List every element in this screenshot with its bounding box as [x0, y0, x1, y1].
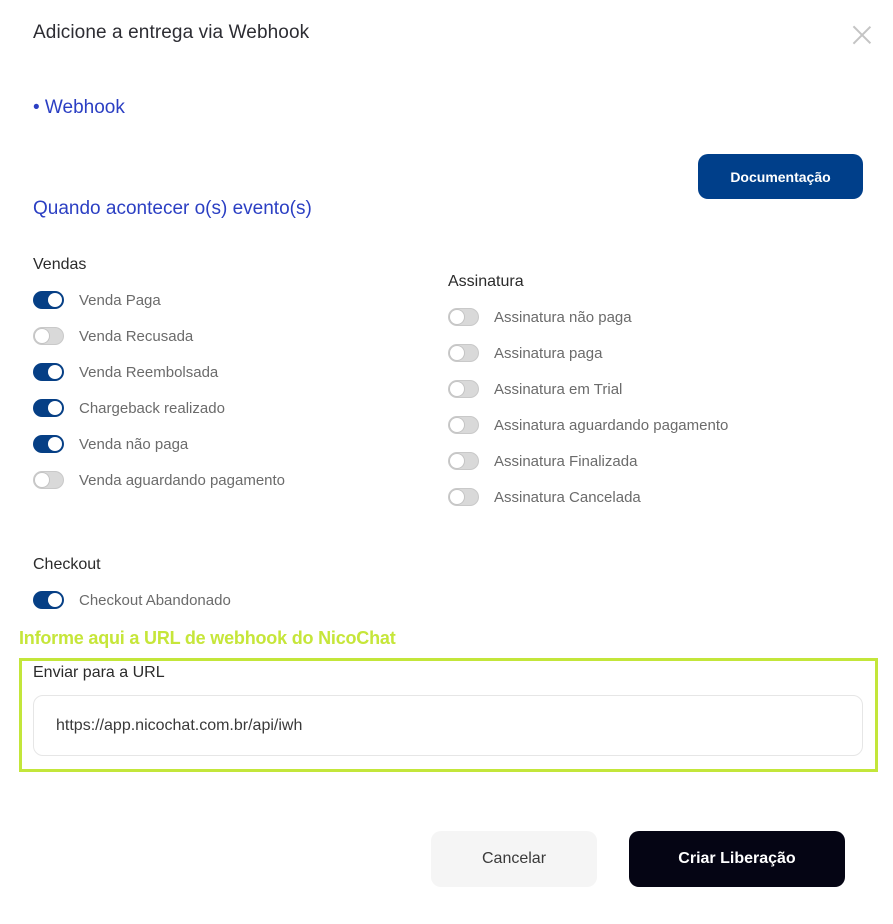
toggle-label: Assinatura paga: [494, 344, 603, 362]
url-field-label: Enviar para a URL: [33, 664, 165, 681]
dialog-title: Adicione a entrega via Webhook: [33, 22, 310, 43]
toggle-row-assinatura-trial[interactable]: [448, 378, 728, 400]
checkout-title: Checkout: [33, 556, 101, 573]
toggle-switch[interactable]: [33, 291, 64, 309]
toggle-label: Assinatura aguardando pagamento: [494, 416, 729, 434]
toggle-label: Assinatura Finalizada: [494, 452, 638, 470]
annotation-text: Informe aqui a URL de webhook do NicoChat: [19, 628, 396, 648]
cancel-button[interactable]: Cancelar: [431, 831, 597, 887]
toggle-label: Checkout Abandonado: [79, 591, 231, 609]
toggle-switch[interactable]: [33, 591, 64, 609]
checkout-list: [33, 589, 231, 611]
toggle-row-venda-nao-paga[interactable]: [33, 433, 285, 455]
toggle-row-assinatura-aguardando[interactable]: [448, 414, 728, 436]
toggle-label: Venda aguardando pagamento: [79, 471, 286, 489]
vendas-list: [33, 289, 285, 491]
tab-webhook[interactable]: • Webhook: [33, 97, 125, 118]
assinatura-title: Assinatura: [448, 273, 524, 290]
toggle-switch[interactable]: [448, 488, 479, 506]
toggle-row-assinatura-nao-paga[interactable]: [448, 306, 728, 328]
toggle-row-venda-paga[interactable]: [33, 289, 285, 311]
toggle-label: Chargeback realizado: [79, 399, 225, 417]
toggle-label: Assinatura não paga: [494, 308, 632, 326]
toggle-switch[interactable]: [33, 471, 64, 489]
toggle-switch[interactable]: [33, 363, 64, 381]
toggle-switch[interactable]: [448, 344, 479, 362]
toggle-label: Venda Paga: [79, 291, 161, 309]
events-heading: Quando acontecer o(s) evento(s): [33, 198, 312, 219]
close-icon[interactable]: [851, 24, 873, 46]
toggle-label: Venda Recusada: [79, 327, 194, 345]
toggle-row-assinatura-cancelada[interactable]: [448, 486, 728, 508]
toggle-row-assinatura-finalizada[interactable]: [448, 450, 728, 472]
toggle-label: Venda Reembolsada: [79, 363, 219, 381]
url-input[interactable]: [33, 695, 863, 756]
toggle-switch[interactable]: [33, 399, 64, 417]
documentation-button[interactable]: Documentação: [698, 154, 863, 199]
create-release-button[interactable]: Criar Liberação: [629, 831, 845, 887]
vendas-title: Vendas: [33, 256, 87, 273]
assinatura-list: [448, 306, 728, 508]
toggle-switch[interactable]: [33, 327, 64, 345]
toggle-label: Assinatura Cancelada: [494, 488, 641, 506]
toggle-switch[interactable]: [448, 416, 479, 434]
toggle-switch[interactable]: [448, 452, 479, 470]
toggle-row-checkout-abandonado[interactable]: [33, 589, 231, 611]
toggle-row-venda-aguardando[interactable]: [33, 469, 285, 491]
toggle-row-assinatura-paga[interactable]: [448, 342, 728, 364]
toggle-label: Assinatura em Trial: [494, 380, 623, 398]
toggle-row-venda-recusada[interactable]: [33, 325, 285, 347]
toggle-switch[interactable]: [33, 435, 64, 453]
toggle-switch[interactable]: [448, 380, 479, 398]
toggle-row-venda-reembolsada[interactable]: [33, 361, 285, 383]
toggle-switch[interactable]: [448, 308, 479, 326]
toggle-row-chargeback[interactable]: [33, 397, 285, 419]
toggle-label: Venda não paga: [79, 435, 189, 453]
